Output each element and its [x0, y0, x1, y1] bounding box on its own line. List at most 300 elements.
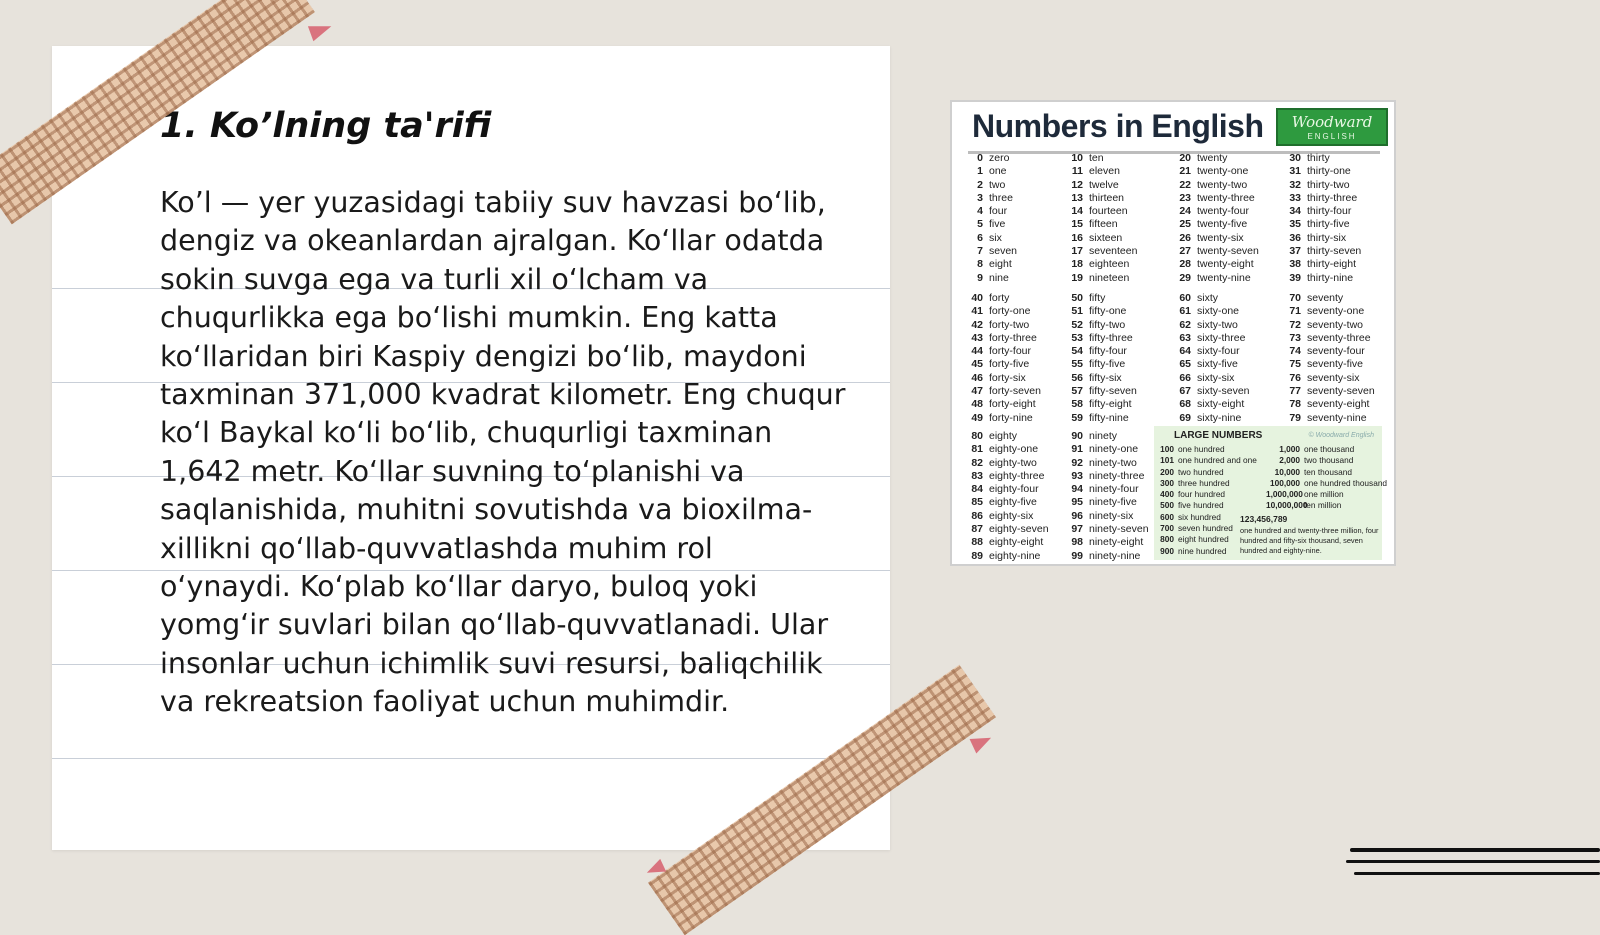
large-number-digit: 700 [1160, 523, 1174, 534]
large-number-word: ten million [1304, 500, 1342, 511]
number-word: fifteen [1089, 218, 1118, 231]
number-word: fourteen [1089, 205, 1128, 218]
number-entry [966, 496, 1049, 509]
large-number-word: three hundred [1178, 477, 1230, 488]
number-entry [1174, 179, 1259, 192]
number-digit: 48 [971, 398, 983, 411]
number-word: ninety-three [1089, 469, 1145, 482]
number-digit: 42 [971, 318, 983, 331]
number-column [1066, 292, 1137, 425]
number-digit: 67 [1179, 385, 1191, 398]
number-entry [966, 272, 1017, 285]
number-word: sixty-one [1197, 305, 1240, 318]
large-numbers-title: LARGE NUMBERS [1174, 430, 1263, 441]
number-word: fifty-three [1089, 331, 1133, 344]
number-word: seventy-three [1307, 331, 1371, 344]
large-number-entry [1158, 500, 1257, 511]
number-word: fifty-eight [1089, 398, 1132, 411]
number-digit: 37 [1289, 245, 1301, 258]
number-entry [1284, 372, 1375, 385]
large-number-digit: 1,000,000 [1266, 489, 1303, 500]
large-numbers-thousands [1266, 444, 1387, 512]
number-digit: 66 [1179, 371, 1191, 384]
number-column [966, 292, 1041, 425]
large-number-entry [1158, 444, 1257, 455]
number-entry [966, 152, 1017, 165]
number-word: sixty-nine [1197, 411, 1242, 424]
number-digit: 53 [1071, 331, 1083, 344]
number-digit: 31 [1289, 165, 1301, 178]
number-word: six [989, 231, 1002, 244]
large-number-entry [1266, 444, 1387, 455]
large-number-digit: 10,000 [1274, 466, 1300, 477]
number-entry [1284, 205, 1361, 218]
number-word: fifty-six [1089, 371, 1122, 384]
number-word: thirty-six [1307, 231, 1347, 244]
number-word: eighty-two [989, 456, 1037, 469]
number-entry [1284, 319, 1375, 332]
number-entry [966, 332, 1041, 345]
number-digit: 79 [1289, 411, 1301, 424]
number-column [1174, 292, 1250, 425]
number-word: seventy [1307, 292, 1344, 304]
number-entry [1066, 258, 1137, 271]
number-digit: 22 [1179, 178, 1191, 191]
number-word: eighty-seven [989, 523, 1049, 536]
number-entry [1174, 245, 1259, 258]
number-word: eighty [989, 430, 1018, 442]
number-digit: 96 [1071, 509, 1083, 522]
large-number-entry [1158, 478, 1257, 489]
number-word: twenty-one [1197, 165, 1249, 178]
number-word: sixty-six [1197, 371, 1235, 384]
number-digit: 9 [977, 271, 983, 284]
number-digit: 58 [1071, 398, 1083, 411]
number-digit: 39 [1289, 271, 1301, 284]
number-digit: 6 [977, 231, 983, 244]
number-digit: 24 [1179, 205, 1191, 218]
number-digit: 72 [1289, 318, 1301, 331]
number-entry [1174, 332, 1250, 345]
number-digit: 68 [1179, 398, 1191, 411]
number-word: two [989, 178, 1006, 191]
number-entry [1284, 332, 1375, 345]
large-number-entry [1158, 467, 1257, 478]
number-digit: 38 [1289, 258, 1301, 271]
number-digit: 87 [971, 523, 983, 536]
number-column [1174, 152, 1259, 285]
logo-text: Woodward [1291, 113, 1373, 131]
number-entry [1174, 258, 1259, 271]
woodward-logo [1276, 108, 1388, 146]
number-digit: 47 [971, 385, 983, 398]
number-entry [1066, 398, 1137, 411]
large-number-digit: 1,000 [1279, 444, 1300, 454]
number-word: twenty-eight [1197, 258, 1254, 271]
number-digit: 5 [977, 218, 983, 231]
number-word: nine [989, 271, 1009, 284]
number-entry [1066, 385, 1137, 398]
number-digit: 70 [1289, 292, 1301, 304]
number-word: fifty-five [1089, 358, 1126, 371]
number-word: twenty-six [1197, 231, 1244, 244]
number-entry [1066, 510, 1149, 523]
number-word: twenty-seven [1197, 245, 1259, 258]
number-entry [966, 218, 1017, 231]
number-word: ninety-six [1089, 509, 1134, 522]
number-word: sixty-eight [1197, 398, 1245, 411]
number-digit: 57 [1071, 385, 1083, 398]
number-digit: 14 [1071, 205, 1083, 218]
number-entry [1174, 305, 1250, 318]
number-word: thirty-four [1307, 205, 1352, 218]
number-digit: 81 [971, 443, 983, 456]
number-entry [1066, 457, 1149, 470]
number-entry [1066, 192, 1137, 205]
number-digit: 32 [1289, 178, 1301, 191]
number-digit: 71 [1289, 305, 1301, 318]
number-word: seven [989, 245, 1018, 258]
number-digit: 26 [1179, 231, 1191, 244]
large-number-digit: 800 [1160, 534, 1174, 545]
large-number-word: two thousand [1304, 455, 1354, 466]
number-entry [966, 443, 1049, 456]
number-entry [1066, 523, 1149, 536]
number-entry [1066, 412, 1137, 425]
number-entry [966, 550, 1049, 563]
number-word: fifty [1089, 292, 1106, 304]
number-digit: 23 [1179, 191, 1191, 204]
number-entry [1284, 385, 1375, 398]
number-digit: 89 [971, 549, 983, 562]
number-digit: 0 [977, 152, 983, 164]
number-digit: 76 [1289, 371, 1301, 384]
number-entry [966, 385, 1041, 398]
number-word: twelve [1089, 178, 1119, 191]
number-entry [1066, 319, 1137, 332]
number-word: forty-seven [989, 385, 1041, 398]
section-heading: 1. Ko’lning ta'rifi [160, 106, 492, 146]
number-entry [1174, 292, 1250, 305]
number-digit: 25 [1179, 218, 1191, 231]
number-word: thirty [1307, 152, 1330, 164]
number-digit: 62 [1179, 318, 1191, 331]
number-digit: 86 [971, 509, 983, 522]
number-word: eighty-four [989, 483, 1039, 496]
number-entry [1174, 372, 1250, 385]
number-entry [1066, 292, 1137, 305]
number-word: thirty-one [1307, 165, 1351, 178]
number-entry [1174, 358, 1250, 371]
number-word: seventeen [1089, 245, 1138, 258]
number-entry [1066, 272, 1137, 285]
number-word: three [989, 191, 1013, 204]
number-word: ninety [1089, 430, 1118, 442]
number-digit: 2 [977, 178, 983, 191]
number-digit: 49 [971, 411, 983, 424]
number-word: eighty-eight [989, 536, 1044, 549]
number-entry [1174, 385, 1250, 398]
number-entry [1066, 358, 1137, 371]
number-digit: 50 [1071, 292, 1083, 304]
large-number-entry [1266, 467, 1387, 478]
number-entry [966, 358, 1041, 371]
number-entry [966, 205, 1017, 218]
number-digit: 65 [1179, 358, 1191, 371]
large-number-entry [1158, 489, 1257, 500]
number-entry [1284, 272, 1361, 285]
large-number-word: six hundred [1178, 511, 1221, 522]
big-number: 123,456,789 [1240, 514, 1288, 524]
number-word: forty-one [989, 305, 1031, 318]
large-number-entry [1266, 500, 1387, 511]
large-number-word: ten thousand [1304, 466, 1352, 477]
number-entry [966, 292, 1041, 305]
number-entry [1174, 152, 1259, 165]
number-digit: 94 [1071, 483, 1083, 496]
number-entry [1284, 192, 1361, 205]
number-entry [966, 345, 1041, 358]
number-digit: 7 [977, 245, 983, 258]
numbers-in-english-image [950, 100, 1396, 566]
number-entry [966, 470, 1049, 483]
number-entry [1284, 412, 1375, 425]
number-word: fifty-nine [1089, 411, 1129, 424]
number-digit: 88 [971, 536, 983, 549]
number-digit: 85 [971, 496, 983, 509]
number-entry [1066, 536, 1149, 549]
number-digit: 40 [971, 292, 983, 304]
number-digit: 30 [1289, 152, 1301, 164]
large-number-word: one hundred thousand [1304, 477, 1388, 488]
number-entry [1284, 292, 1375, 305]
number-digit: 69 [1179, 411, 1191, 424]
number-entry [1284, 152, 1361, 165]
number-entry [1066, 430, 1149, 443]
number-digit: 98 [1071, 536, 1083, 549]
number-column [966, 152, 1017, 285]
number-word: forty-five [989, 358, 1030, 371]
large-number-digit: 400 [1160, 489, 1174, 500]
number-digit: 19 [1071, 271, 1083, 284]
big-number-words: one hundred and twenty-three million, four hundred and fifty-six thousand, seven hundred and eighty-nine. [1240, 526, 1379, 555]
large-number-digit: 600 [1160, 511, 1174, 522]
number-digit: 17 [1071, 245, 1083, 258]
number-column [1284, 152, 1361, 285]
number-column [1066, 152, 1137, 285]
number-entry [966, 523, 1049, 536]
large-number-digit: 101 [1160, 455, 1174, 466]
large-number-digit: 2,000 [1279, 455, 1300, 466]
number-entry [1284, 345, 1375, 358]
number-word: eighty-five [989, 496, 1037, 509]
number-digit: 44 [971, 345, 983, 358]
number-column [966, 430, 1049, 563]
number-entry [1066, 152, 1137, 165]
number-entry [1284, 232, 1361, 245]
number-word: thirty-nine [1307, 271, 1354, 284]
number-word: fifty-seven [1089, 385, 1137, 398]
number-digit: 59 [1071, 411, 1083, 424]
number-entry [1066, 332, 1137, 345]
number-entry [1066, 443, 1149, 456]
number-word: twenty [1197, 152, 1228, 164]
number-word: forty-four [989, 345, 1032, 358]
number-digit: 12 [1071, 178, 1083, 191]
number-word: ninety-four [1089, 483, 1139, 496]
number-digit: 33 [1289, 191, 1301, 204]
number-digit: 11 [1071, 165, 1083, 178]
number-entry [1066, 232, 1137, 245]
large-number-digit: 10,000,000 [1266, 500, 1308, 511]
number-word: ninety-seven [1089, 523, 1149, 536]
number-entry [1284, 358, 1375, 371]
number-column [1066, 430, 1149, 563]
number-digit: 15 [1071, 218, 1083, 231]
number-entry [1174, 232, 1259, 245]
number-digit: 10 [1071, 152, 1083, 164]
number-entry [1066, 179, 1137, 192]
number-word: nineteen [1089, 271, 1130, 284]
number-entry [966, 536, 1049, 549]
number-entry [966, 165, 1017, 178]
number-entry [966, 430, 1049, 443]
large-numbers-credit: © Woodward English [1308, 432, 1374, 439]
number-digit: 60 [1179, 292, 1191, 304]
number-word: sixty [1197, 292, 1218, 304]
number-entry [1066, 245, 1137, 258]
number-entry [966, 245, 1017, 258]
number-entry [966, 305, 1041, 318]
number-word: twenty-three [1197, 191, 1255, 204]
number-entry [1174, 345, 1250, 358]
number-digit: 80 [971, 430, 983, 442]
number-entry [1066, 305, 1137, 318]
number-entry [1174, 218, 1259, 231]
number-entry [966, 483, 1049, 496]
number-word: seventy-nine [1307, 411, 1367, 424]
number-word: eighteen [1089, 258, 1130, 271]
number-digit: 8 [977, 258, 983, 271]
number-digit: 92 [1071, 456, 1083, 469]
large-number-entry [1266, 455, 1387, 466]
number-digit: 73 [1289, 331, 1301, 344]
number-word: sixty-five [1197, 358, 1238, 371]
number-digit: 61 [1179, 305, 1191, 318]
large-number-word: five hundred [1178, 500, 1224, 511]
number-word: sixty-four [1197, 345, 1240, 358]
number-digit: 20 [1179, 152, 1191, 164]
number-word: thirty-seven [1307, 245, 1362, 258]
number-entry [1174, 165, 1259, 178]
number-word: five [989, 218, 1006, 231]
number-word: sixty-seven [1197, 385, 1250, 398]
number-entry [966, 192, 1017, 205]
number-digit: 28 [1179, 258, 1191, 271]
number-word: ninety-two [1089, 456, 1137, 469]
number-entry [966, 457, 1049, 470]
number-digit: 56 [1071, 371, 1083, 384]
number-word: eighty-nine [989, 549, 1041, 562]
number-word: ninety-eight [1089, 536, 1144, 549]
number-digit: 54 [1071, 345, 1083, 358]
number-word: seventy-one [1307, 305, 1365, 318]
number-digit: 84 [971, 483, 983, 496]
number-entry [966, 372, 1041, 385]
large-number-word: eight hundred [1178, 534, 1229, 545]
number-word: thirty-eight [1307, 258, 1357, 271]
number-word: forty-eight [989, 398, 1036, 411]
number-digit: 99 [1071, 549, 1083, 562]
large-number-word: four hundred [1178, 489, 1226, 500]
number-digit: 45 [971, 358, 983, 371]
large-number-word: nine hundred [1178, 545, 1227, 556]
number-word: seventy-eight [1307, 398, 1370, 411]
number-entry [1066, 550, 1149, 563]
number-digit: 18 [1071, 258, 1083, 271]
number-digit: 51 [1071, 305, 1083, 318]
large-number-digit: 300 [1160, 477, 1174, 488]
number-digit: 21 [1179, 165, 1191, 178]
large-number-entry [1158, 455, 1257, 466]
number-entry [1066, 165, 1137, 178]
logo-subtext: ENGLISH [1307, 132, 1357, 141]
number-entry [1066, 218, 1137, 231]
number-word: twenty-nine [1197, 271, 1251, 284]
notebook-paper [52, 46, 890, 850]
number-digit: 77 [1289, 385, 1301, 398]
number-entry [1066, 205, 1137, 218]
number-word: one [989, 165, 1007, 178]
number-digit: 82 [971, 456, 983, 469]
number-word: ninety-one [1089, 443, 1139, 456]
number-digit: 78 [1289, 398, 1301, 411]
large-number-digit: 900 [1160, 545, 1174, 556]
number-word: seventy-two [1307, 318, 1364, 331]
number-digit: 90 [1071, 430, 1083, 442]
number-entry [966, 232, 1017, 245]
number-entry [966, 179, 1017, 192]
number-word: fifty-two [1089, 318, 1126, 331]
number-entry [1174, 205, 1259, 218]
number-digit: 27 [1179, 245, 1191, 258]
number-entry [1284, 165, 1361, 178]
number-entry [1284, 218, 1361, 231]
number-digit: 93 [1071, 469, 1083, 482]
number-entry [1174, 412, 1250, 425]
number-word: seventy-six [1307, 371, 1360, 384]
number-word: thirty-two [1307, 178, 1350, 191]
number-word: forty-three [989, 331, 1037, 344]
number-entry [1174, 398, 1250, 411]
number-digit: 46 [971, 371, 983, 384]
paper-rule [52, 758, 890, 759]
large-number-digit: 500 [1160, 500, 1174, 511]
number-word: ninety-five [1089, 496, 1137, 509]
number-word: seventy-seven [1307, 385, 1375, 398]
card-title: Numbers in English [972, 108, 1264, 144]
large-number-digit: 100 [1160, 444, 1174, 454]
number-digit: 13 [1071, 191, 1083, 204]
number-digit: 29 [1179, 271, 1191, 284]
large-number-entry [1266, 489, 1387, 500]
number-digit: 64 [1179, 345, 1191, 358]
number-word: sixty-two [1197, 318, 1238, 331]
number-entry [966, 412, 1041, 425]
number-word: four [989, 205, 1008, 218]
number-digit: 16 [1071, 231, 1083, 244]
number-digit: 36 [1289, 231, 1301, 244]
